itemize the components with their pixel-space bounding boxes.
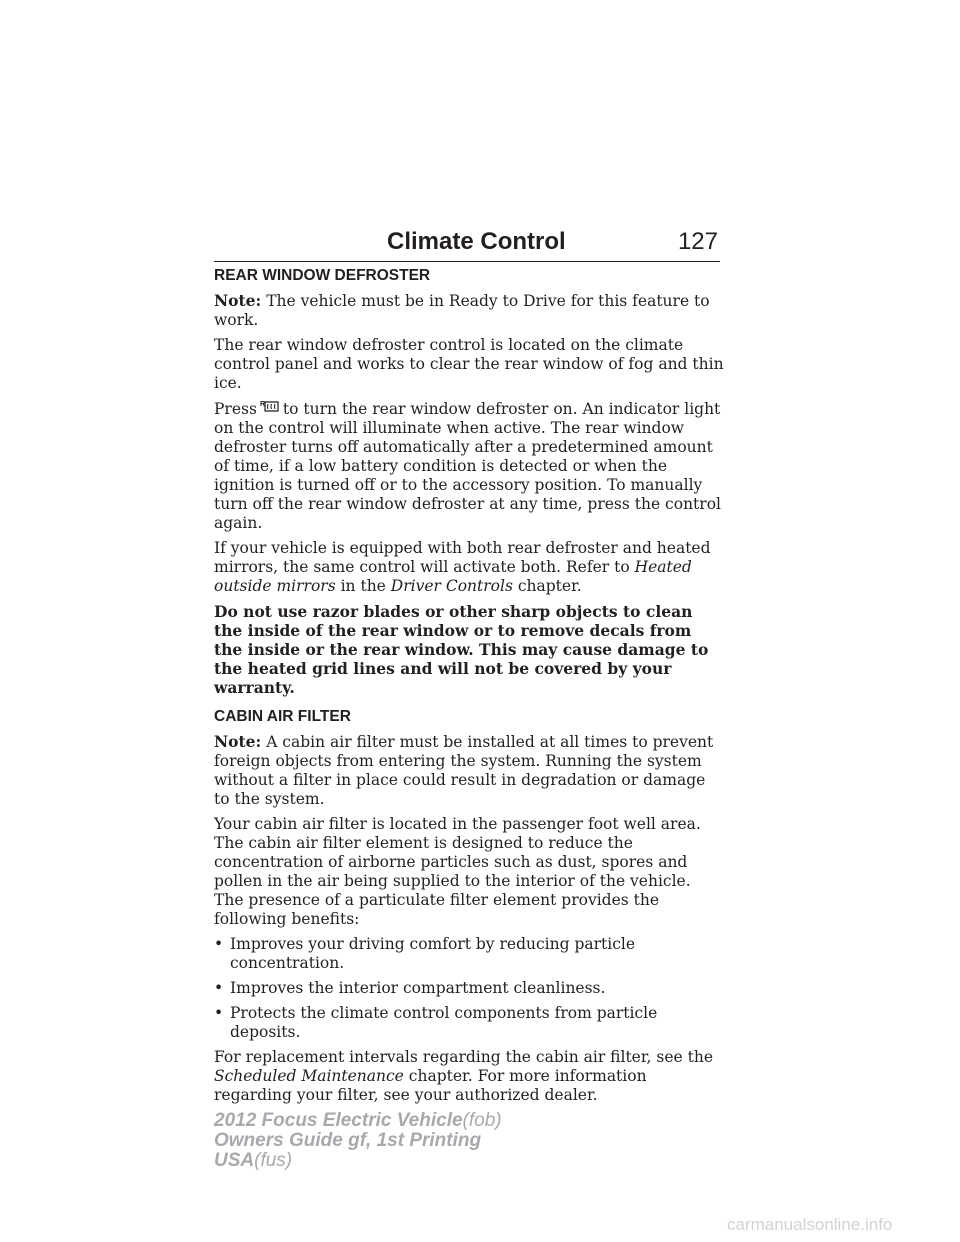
page-number: 127 — [677, 228, 718, 255]
replacement-text: For replacement intervals regarding the cabin air filter, see the — [214, 1048, 714, 1066]
svg-text:R: R — [259, 401, 265, 408]
xref-scheduled-maintenance: Scheduled Maintenance — [214, 1067, 404, 1085]
footer-market-code: (fus) — [254, 1150, 293, 1171]
footer-line-2: Owners Guide gf, 1st Printing — [214, 1130, 482, 1151]
warning-paragraph: Do not use razor blades or other sharp objects to clean the inside of the rear window or to remove decals from the inside or the rear window. This may cause damage to the heated grid lines and will not be covered by your warranty. — [214, 602, 709, 697]
defroster-operation-paragraph — [214, 399, 724, 533]
list-item — [214, 935, 724, 973]
note-label: Note: — [214, 732, 262, 751]
defroster-operation-text: to turn the rear window defroster on. An indicator light on the control will illuminate when active. The rear window defroster turns off automatically after a predetermined amount of time, if a low battery condition is detected or when the ignition is turned off or to the accessory position. To manually turn off the rear window defroster at any time, press the control again. — [214, 400, 721, 532]
note-label: Note: — [214, 291, 262, 310]
defroster-location-paragraph: The rear window defroster control is located on the climate control panel and works to clear the rear window of fog and thin ice. — [214, 336, 724, 392]
note-text: The vehicle must be in Ready to Drive for this feature to work. — [214, 292, 710, 329]
section-heading-rear-defroster: REAR WINDOW DEFROSTER — [214, 267, 431, 284]
bullet: • — [214, 979, 224, 997]
note-paragraph — [214, 732, 724, 809]
footer-vehicle-code: (fob) — [462, 1110, 502, 1131]
benefits-list — [214, 935, 724, 1042]
note-paragraph — [214, 291, 724, 330]
heated-mirrors-paragraph — [214, 539, 724, 596]
footer-vehicle: 2012 Focus Electric Vehicle — [214, 1110, 463, 1131]
list-item — [214, 979, 724, 998]
bullet: • — [214, 935, 224, 953]
footer-line-3 — [214, 1151, 502, 1171]
rear-window-defroster-section — [214, 266, 724, 697]
list-item-text: Improves the interior compartment cleanliness. — [230, 979, 606, 997]
replacement-intervals-paragraph — [214, 1048, 724, 1105]
replacement-text-2: chapter. For more information regarding your filter, see your authorized dealer. — [214, 1067, 647, 1104]
list-item-text: Protects the climate control components from particle deposits. — [230, 1004, 658, 1041]
section-heading-cabin-air-filter: CABIN AIR FILTER — [214, 708, 351, 725]
page-header — [214, 225, 720, 262]
heated-mirrors-text: If your vehicle is equipped with both rear defroster and heated mirrors, the same control will activate both. Refer to — [214, 539, 711, 576]
document-footer — [214, 1111, 502, 1171]
rear-defrost-icon — [260, 399, 280, 413]
xref-driver-controls: Driver Controls — [390, 577, 513, 595]
press-text: Press — [214, 400, 257, 418]
watermark: carmanualsonline.info — [727, 1215, 893, 1234]
footer-line-1 — [214, 1111, 502, 1131]
list-item-text: Improves your driving comfort by reducing particle concentration. — [230, 935, 636, 972]
cabin-air-filter-section — [214, 707, 724, 1105]
heated-mirrors-text-2: in the — [340, 577, 386, 595]
xref-heated-outside-mirrors: Heated outside mirrors — [214, 558, 692, 595]
note-text: A cabin air filter must be installed at all times to prevent foreign objects from entering the system. Running the system without a filter in place could result in degradation or damage to the system. — [214, 733, 714, 808]
heated-mirrors-text-3: chapter. — [517, 577, 582, 595]
list-item — [214, 1004, 724, 1042]
page-content — [214, 266, 724, 1111]
cabin-filter-description-paragraph: Your cabin air filter is located in the passenger foot well area. The cabin air filter element is designed to reduce the concentration of airborne particles such as dust, spores and pollen in the air being supplied to the interior of the vehicle. The presence of a particulate filter element provides the following benefits: — [214, 815, 701, 928]
chapter-title: Climate Control — [387, 228, 566, 255]
footer-market: USA — [214, 1150, 255, 1171]
bullet: • — [214, 1004, 224, 1022]
